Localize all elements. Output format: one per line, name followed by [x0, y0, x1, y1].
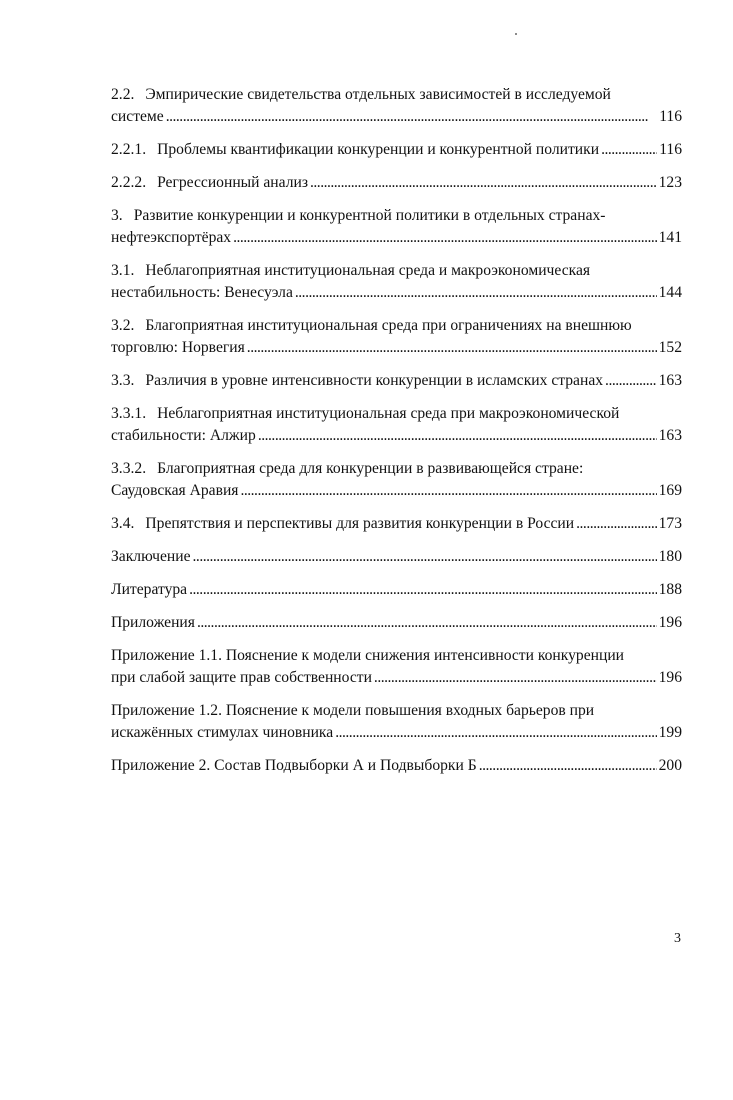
- toc-entry: [111, 403, 682, 447]
- toc-entry-page: 123: [658, 174, 682, 191]
- toc-entry-title-line: системе: [111, 108, 164, 125]
- toc-leader-dots: [479, 755, 657, 777]
- toc-entry-title-line: Различия в уровне интенсивности конкуренции в исламских странах: [145, 372, 604, 389]
- toc-entry-number: 3.2.: [111, 317, 135, 334]
- toc-entry-text: [111, 702, 594, 719]
- toc-entry-title-line: Приложение 1.1. Пояснение к модели снижения интенсивности конкуренции: [111, 647, 625, 664]
- toc-leader-dots: [166, 106, 657, 128]
- scan-speck: [515, 33, 517, 35]
- toc-entry-title-line: стабильности: Алжир: [111, 427, 256, 444]
- toc-entry-page: 199: [658, 724, 682, 741]
- toc-entry-text: [111, 337, 245, 359]
- toc-entry-number: 2.2.2.: [111, 174, 147, 191]
- toc-entry-title-line: Литература: [111, 581, 188, 598]
- toc-entry-text: [111, 546, 191, 568]
- toc-entry-page: 163: [658, 427, 682, 444]
- toc-entry-title-line: Заключение: [111, 548, 191, 565]
- toc-entry: [111, 205, 682, 249]
- toc-entry-page: 152: [658, 339, 682, 356]
- toc-entry: [111, 755, 682, 777]
- toc-entry-text: [111, 207, 605, 224]
- toc-leader-dots: [233, 227, 657, 249]
- toc-entry-text: [111, 106, 164, 128]
- toc-entry-title-line: при слабой защите прав собственности: [111, 669, 372, 686]
- toc-entry-page: 200: [658, 757, 682, 774]
- toc-entry-title-line: Проблемы квантификации конкуренции и конкурентной политики: [157, 141, 600, 158]
- toc-entry-text: [111, 480, 238, 502]
- toc-leader-dots: [576, 513, 656, 535]
- toc-entry-page: 116: [659, 141, 682, 158]
- toc-entry-text: [111, 227, 231, 249]
- toc-entry-page: 141: [658, 229, 682, 246]
- toc-entry: [111, 260, 682, 304]
- toc-entry-title-line: нефтеэкспортёрах: [111, 229, 232, 246]
- toc-entry-page: 144: [658, 284, 682, 301]
- toc-entry-number: 3.3.1.: [111, 405, 147, 422]
- toc-entry-title-line: Благоприятная среда для конкуренции в развивающейся стране:: [157, 460, 584, 477]
- toc-entry-title-line: Неблагоприятная институциональная среда и макроэкономическая: [145, 262, 591, 279]
- toc-entry: [111, 513, 682, 535]
- toc-entry-text: [111, 172, 308, 194]
- toc-leader-dots: [310, 172, 657, 194]
- toc-leader-dots: [258, 425, 657, 447]
- toc-entry-page: 173: [658, 515, 682, 532]
- toc-entry-title-line: Приложение 1.2. Пояснение к модели повышения входных барьеров при: [111, 702, 595, 719]
- toc-entry-number: 2.2.1.: [111, 141, 147, 158]
- toc-entry-title-line: Приложение 2. Состав Подвыборки А и Подвыборки Б: [111, 757, 477, 774]
- toc-leader-dots: [247, 337, 657, 359]
- toc-entry-text: [111, 722, 333, 744]
- toc-entry-page: 196: [658, 669, 682, 686]
- toc-entry: [111, 546, 682, 568]
- toc-entry-title-line: Развитие конкуренции и конкурентной политики в отдельных странах-: [133, 207, 606, 224]
- toc-entry-text: [111, 647, 624, 664]
- toc-entry-title-line: искажённых стимулах чиновника: [111, 724, 334, 741]
- toc-entry-title-line: Эмпирические свидетельства отдельных зависимостей в исследуемой: [145, 86, 611, 103]
- toc-entry-text: [111, 317, 632, 334]
- toc-entry-text: [111, 370, 603, 392]
- toc-entry-page: 196: [658, 614, 682, 631]
- toc-entry: [111, 579, 682, 601]
- toc-entry-number: 3.4.: [111, 515, 135, 532]
- toc-entry-title-line: Приложения: [111, 614, 195, 631]
- toc-entry-title-line: торговлю: Норвегия: [111, 339, 245, 356]
- toc-entry: [111, 458, 682, 502]
- toc-entry-text: [111, 460, 583, 477]
- toc-entry-title-line: Саудовская Аравия: [111, 482, 239, 499]
- toc-entry-page: 163: [658, 372, 682, 389]
- toc-entry-number: 3.3.2.: [111, 460, 147, 477]
- toc-entry: [111, 645, 682, 689]
- toc-entry: [111, 370, 682, 392]
- toc-entry: [111, 315, 682, 359]
- toc-entry-page: 116: [659, 108, 682, 125]
- toc-entry-text: [111, 282, 293, 304]
- toc-entry-text: [111, 262, 590, 279]
- toc-entry-title-line: Благоприятная институциональная среда при ограничениях на внешнюю: [145, 317, 632, 334]
- toc-entry-title-line: Регрессионный анализ: [157, 174, 308, 191]
- toc-entry-number: 3.: [111, 207, 123, 224]
- table-of-contents: [111, 84, 682, 788]
- page-number: 3: [674, 931, 681, 946]
- toc-leader-dots: [295, 282, 657, 304]
- toc-entry-title-line: Препятствия и перспективы для развития конкуренции в России: [145, 515, 575, 532]
- toc-leader-dots: [197, 612, 657, 634]
- toc-entry-text: [111, 513, 574, 535]
- toc-entry-text: [111, 612, 195, 634]
- toc-entry-text: [111, 579, 187, 601]
- toc-entry-text: [111, 86, 611, 103]
- toc-entry: [111, 139, 682, 161]
- toc-entry-number: 3.1.: [111, 262, 135, 279]
- toc-entry-page: 180: [658, 548, 682, 565]
- toc-entry-number: 2.2.: [111, 86, 135, 103]
- toc-entry-text: [111, 667, 372, 689]
- toc-entry-text: [111, 405, 619, 422]
- toc-entry: [111, 612, 682, 634]
- toc-entry-page: 169: [658, 482, 682, 499]
- toc-entry-text: [111, 139, 599, 161]
- toc-entry: [111, 700, 682, 744]
- toc-leader-dots: [601, 139, 657, 161]
- toc-entry-text: [111, 425, 256, 447]
- toc-entry-text: [111, 755, 477, 777]
- toc-leader-dots: [605, 370, 657, 392]
- toc-entry-page: 188: [658, 581, 682, 598]
- toc-entry-title-line: Неблагоприятная институциональная среда при макроэкономической: [157, 405, 620, 422]
- toc-entry-number: 3.3.: [111, 372, 135, 389]
- toc-entry: [111, 84, 682, 128]
- toc-leader-dots: [374, 667, 657, 689]
- toc-leader-dots: [335, 722, 656, 744]
- toc-leader-dots: [193, 546, 657, 568]
- toc-leader-dots: [189, 579, 657, 601]
- toc-leader-dots: [240, 480, 656, 502]
- toc-entry-title-line: нестабильность: Венесуэла: [111, 284, 293, 301]
- toc-entry: [111, 172, 682, 194]
